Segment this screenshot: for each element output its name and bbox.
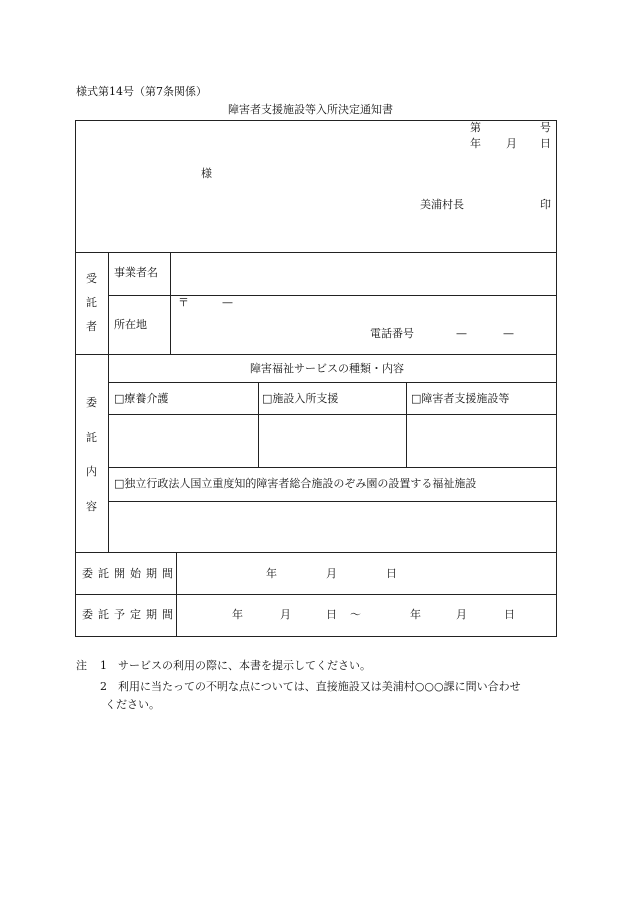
- form-title: 障害者支援施設等入所決定通知書: [228, 103, 393, 116]
- service-type-header: 障害福祉サービスの種類・内容: [250, 362, 404, 375]
- note-2-text-line2: ください。: [105, 698, 160, 711]
- issuer-name: 美浦村長: [420, 198, 464, 211]
- planned-month-2: 月: [456, 608, 467, 621]
- number-prefix: 第: [470, 121, 481, 134]
- commission-label-3: 内: [86, 465, 97, 478]
- planned-day-1: 日: [326, 608, 337, 621]
- note-2-text-line1: 利用に当たっての不明な点については、直接施設又は美浦村○○○課に問い合わせ: [118, 680, 521, 693]
- start-month: 月: [326, 567, 337, 580]
- start-day: 日: [386, 567, 397, 580]
- planned-month-1: 月: [280, 608, 291, 621]
- date-month: 月: [506, 137, 517, 150]
- postal-dash: —: [222, 296, 233, 309]
- start-year: 年: [266, 567, 277, 580]
- seal-mark: 印: [540, 198, 551, 211]
- consignee-label-3: 者: [86, 320, 97, 333]
- note-1-number: 1: [100, 659, 107, 672]
- option-medical-care[interactable]: □療養介護: [114, 392, 169, 405]
- option-facility-admission[interactable]: □施設入所支援: [262, 392, 339, 405]
- phone-dash-2: —: [503, 327, 514, 340]
- date-year: 年: [470, 137, 481, 150]
- planned-year-1: 年: [232, 608, 243, 621]
- address-label: 所在地: [114, 318, 147, 331]
- notes-label: 注: [76, 659, 87, 672]
- commission-label-2: 託: [86, 431, 97, 444]
- phone-label: 電話番号: [370, 327, 414, 340]
- form-number: 様式第14号（第7条関係）: [76, 85, 207, 98]
- planned-year-2: 年: [410, 608, 421, 621]
- note-2-number: 2: [100, 680, 107, 693]
- start-period-label: 委託開始期間: [82, 567, 178, 580]
- option-support-facility[interactable]: □障害者支援施設等: [411, 392, 510, 405]
- date-day: 日: [540, 137, 551, 150]
- period-tilde: ～: [350, 608, 361, 621]
- postal-mark: 〒: [178, 296, 189, 309]
- business-name-label: 事業者名: [114, 266, 158, 279]
- consignee-label-1: 受: [86, 272, 97, 285]
- option-nozomi-facility[interactable]: □独立行政法人国立重度知的障害者総合施設のぞみ園の設置する福祉施設: [114, 477, 477, 490]
- commission-label-4: 容: [86, 500, 97, 513]
- planned-period-label: 委託予定期間: [82, 608, 178, 621]
- phone-dash-1: —: [456, 327, 467, 340]
- number-suffix: 号: [540, 121, 551, 134]
- addressee-suffix: 様: [201, 167, 212, 180]
- commission-label-1: 委: [86, 396, 97, 409]
- note-1-text: サービスの利用の際に、本書を提示してください。: [118, 659, 371, 672]
- consignee-label-2: 託: [86, 296, 97, 309]
- planned-day-2: 日: [504, 608, 515, 621]
